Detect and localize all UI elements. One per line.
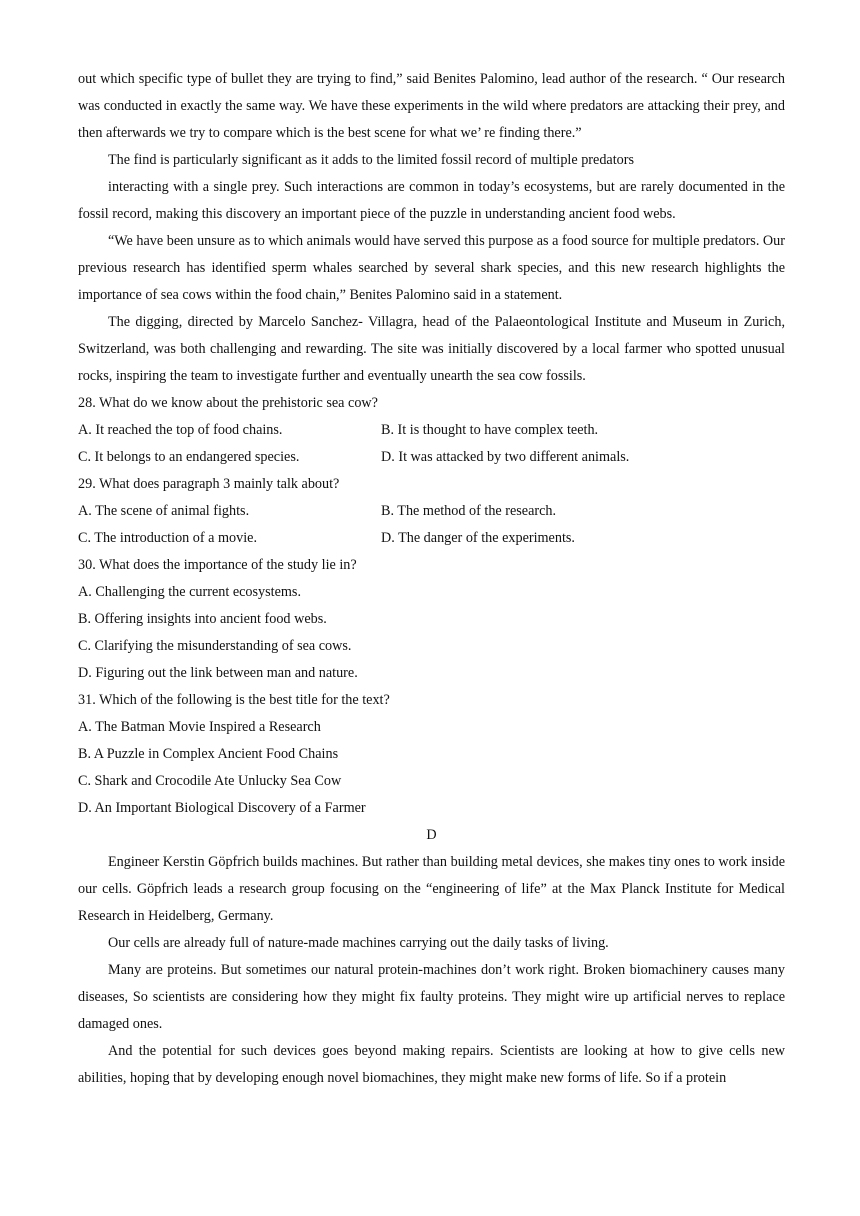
paragraph-cell-machines: Our cells are already full of nature-made machines carrying out the daily tasks of living.: [108, 935, 609, 951]
question-28-option-c: C. It belongs to an endangered species.: [78, 449, 300, 465]
question-31-option-c: C. Shark and Crocodile Ate Unlucky Sea Cow: [78, 773, 342, 789]
question-29-option-a: A. The scene of animal fights.: [78, 503, 250, 519]
question-28-option-b: B. It is thought to have complex teeth.: [381, 422, 599, 438]
paragraph-find-first-line: The find is particularly significant as it adds to the limited fossil record of multiple predators: [108, 152, 634, 168]
question-30-option-d: D. Figuring out the link between man and nature.: [78, 665, 358, 681]
question-29-stem: 29. What does paragraph 3 mainly talk about?: [78, 476, 340, 492]
paragraph-proteins: Many are proteins. But sometimes our natural protein-machines don’t work right. Broken biomachinery causes many diseases, So scientists are considering how they might fix faulty proteins. They might wire up artificial nerves to replace damaged ones.: [78, 962, 785, 1032]
paragraph-find-continuation: interacting with a single prey. Such interactions are common in today’s ecosystems, but are rarely documented in the fossil record, making this discovery an important piece of the puzzle in understanding ancient food webs.: [78, 179, 785, 222]
section-heading-d: D: [426, 827, 437, 843]
question-28-option-a: A. It reached the top of food chains.: [78, 422, 283, 438]
question-31-stem: 31. Which of the following is the best title for the text?: [78, 692, 390, 708]
question-30-option-a: A. Challenging the current ecosystems.: [78, 584, 302, 600]
question-28-options-row-2: [78, 444, 785, 471]
paragraph-digging: The digging, directed by Marcelo Sanchez- Villagra, head of the Palaeontological Institute and Museum in Zurich, Switzerland, was both challenging and rewarding. The site was initially discovered by a local farmer who spotted unusual rocks, inspiring the team to investigate further and eventually unearth the sea cow fossils.: [78, 314, 785, 384]
paragraph-potential: And the potential for such devices goes beyond making repairs. Scientists are looking at how to give cells new abilities, hoping that by developing enough novel biomachines, they might make new forms of life. So if a protein: [78, 1043, 785, 1086]
document-page: [78, 66, 785, 1092]
question-29-options-row-1: [78, 498, 785, 525]
question-29-options-row-2: [78, 525, 785, 552]
question-30-option-c: C. Clarifying the misunderstanding of sea cows.: [78, 638, 352, 654]
paragraph-bullet-quote: out which specific type of bullet they are trying to find,” said Benites Palomino, lead author of the research. “ Our research was conducted in exactly the same way. We have these experiments in the wild where predators are attacking their prey, and then afterwards we try to compare which is the best scene for what we’ re finding there.”: [78, 71, 785, 141]
question-28-options-row-1: [78, 417, 785, 444]
question-29-option-b: B. The method of the research.: [381, 503, 557, 519]
paragraph-gopfrich-intro: Engineer Kerstin Göpfrich builds machines. But rather than building metal devices, she makes tiny ones to work inside our cells. Göpfrich leads a research group focusing on the “engineering of life” at the Max Planck Institute for Medical Research in Heidelberg, Germany.: [78, 854, 785, 924]
question-31-option-b: B. A Puzzle in Complex Ancient Food Chains: [78, 746, 339, 762]
question-31-option-d: D. An Important Biological Discovery of a Farmer: [78, 800, 366, 816]
question-30-stem: 30. What does the importance of the study lie in?: [78, 557, 357, 573]
paragraph-palomino-statement: “We have been unsure as to which animals would have served this purpose as a food source for multiple predators. Our previous research has identified sperm whales searched by several shark species, and this new research highlights the importance of sea cows within the food chain,” Benites Palomino said in a statement.: [78, 233, 785, 303]
question-30-option-b: B. Offering insights into ancient food webs.: [78, 611, 327, 627]
question-28-option-d: D. It was attacked by two different animals.: [381, 449, 630, 465]
question-31-option-a: A. The Batman Movie Inspired a Research: [78, 719, 321, 735]
question-29-option-c: C. The introduction of a movie.: [78, 530, 258, 546]
question-29-option-d: D. The danger of the experiments.: [381, 530, 575, 546]
question-28-stem: 28. What do we know about the prehistoric sea cow?: [78, 395, 378, 411]
